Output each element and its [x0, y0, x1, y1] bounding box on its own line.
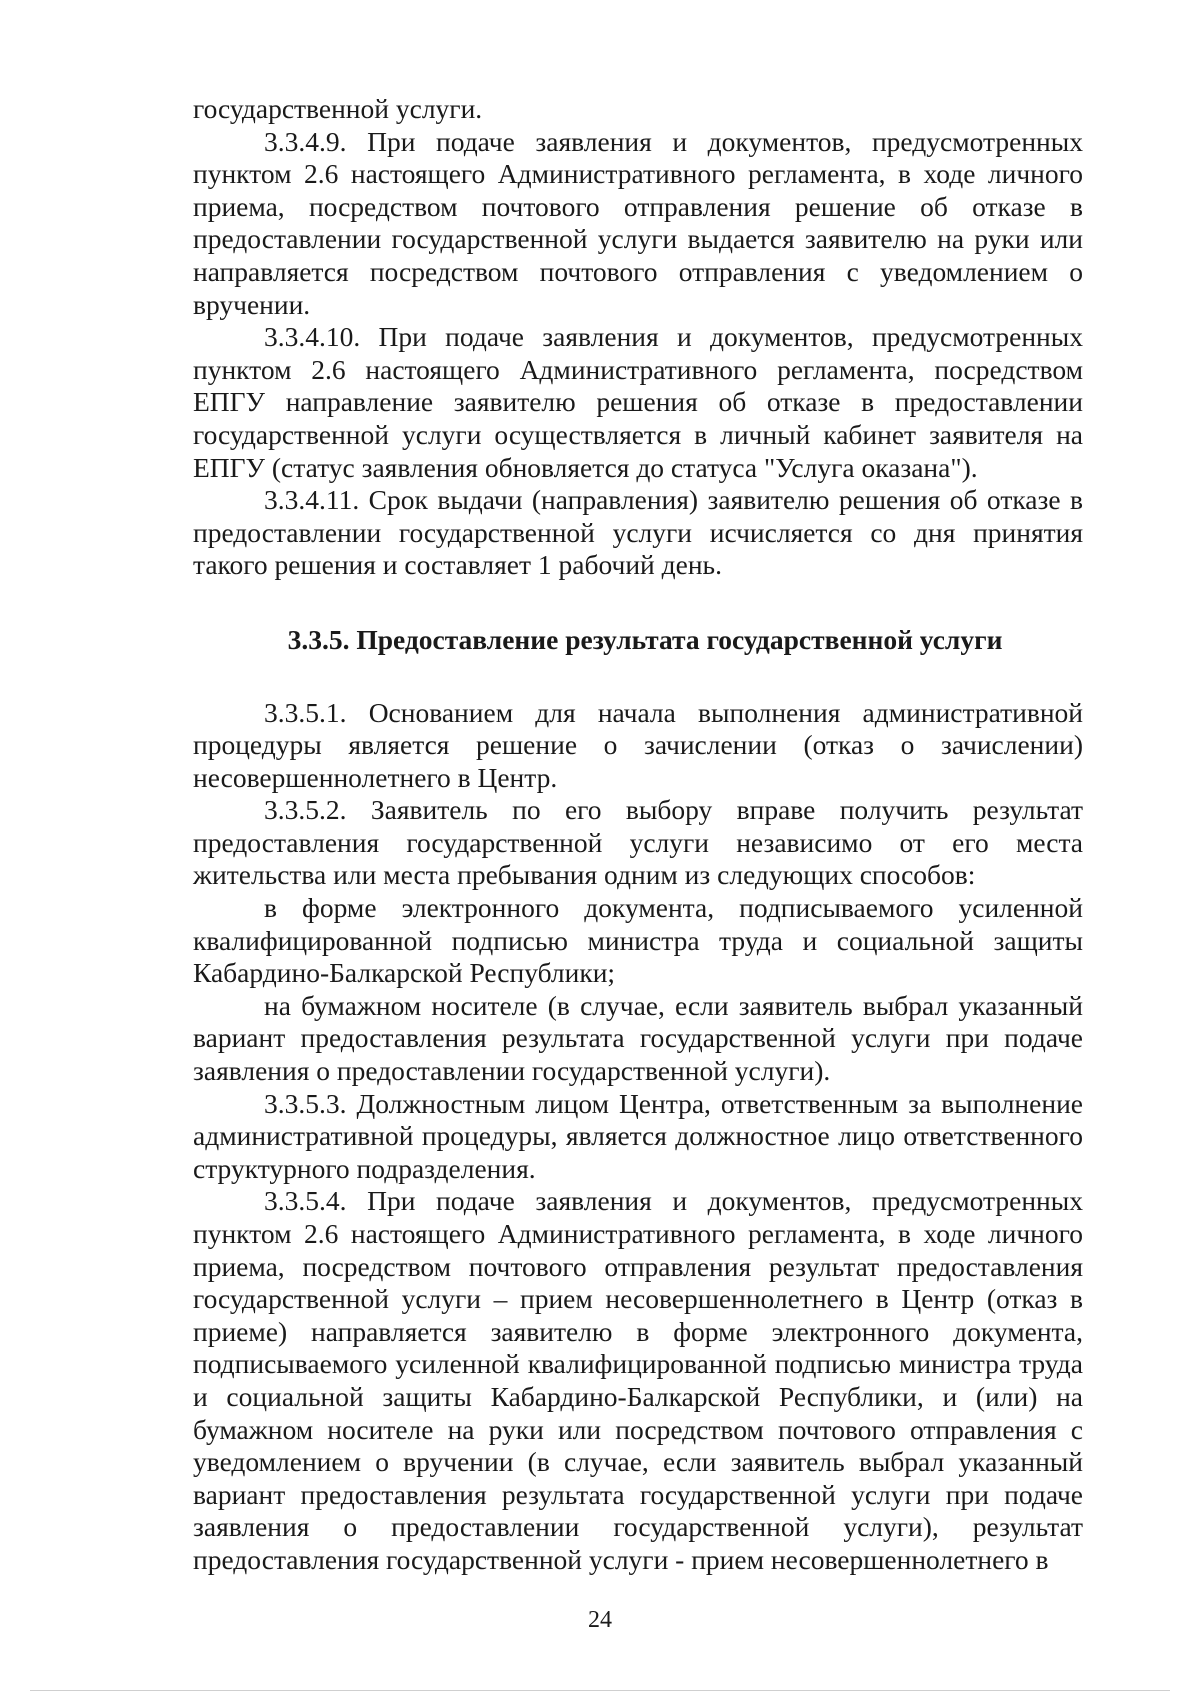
paragraph-3-3-4-9: 3.3.4.9. При подаче заявления и документов, предусмотренных пунктом 2.6 настоящего Административного регламента, в ходе личного приема, посредством почтового отправления решение об отказе в предоставлении государственной услуги выдается заявителю на руки или направляется посредством почтового отправления с уведомлением о вручении.	[193, 125, 1083, 320]
section-heading: 3.3.5. Предоставление результата государственной услуги	[287, 623, 1003, 655]
document-body	[193, 93, 1083, 1577]
page-number: 24	[588, 1607, 612, 1633]
paragraph-3-3-4-10: 3.3.4.10. При подаче заявления и документов, предусмотренных пунктом 2.6 настоящего Административного регламента, посредством ЕПГУ направление заявителю решения об отказе в предоставлении государственной услуги осуществляется в личный кабинет заявителя на ЕПГУ (статус заявления обновляется до статуса "Услуга оказана").	[193, 321, 1083, 483]
paragraph-3-3-5-1: 3.3.5.1. Основанием для начала выполнения административной процедуры является решение о зачислении (отказ о зачислении) несовершеннолетнего в Центр.	[193, 696, 1083, 793]
paragraph-option-paper: на бумажном носителе (в случае, если заявитель выбрал указанный вариант предоставления результата государственной услуги при подаче заявления о предоставлении государственной услуги).	[193, 989, 1083, 1087]
bottom-edge-rule	[30, 1690, 1170, 1691]
paragraph-3-3-5-2: 3.3.5.2. Заявитель по его выбору вправе получить результат предоставления государственной услуги независимо от его места жительства или места пребывания одним из следующих способов:	[193, 794, 1083, 891]
paragraph-3-3-5-3: 3.3.5.3. Должностным лицом Центра, ответственным за выполнение административной процедуры, является должностное лицо ответственного структурного подразделения.	[193, 1087, 1083, 1184]
paragraph-3-3-5-4: 3.3.5.4. При подаче заявления и документов, предусмотренных пунктом 2.6 настоящего Административного регламента, в ходе личного приема, посредством почтового отправления результат предоставления государственной услуги – прием несовершеннолетнего в Центр (отказ в приеме) направляется заявителю в форме электронного документа, подписываемого усиленной квалифицированной подписью министра труда и социальной защиты Кабардино-Балкарской Республики, и (или) на бумажном носителе на руки или посредством почтового отправления с уведомлением о вручении (в случае, если заявитель выбрал указанный вариант предоставления результата государственной услуги при подаче заявления о предоставлении государственной услуги), результат предоставления государственной услуги - прием несовершеннолетнего в	[193, 1185, 1083, 1575]
paragraph-3-3-4-11: 3.3.4.11. Срок выдачи (направления) заявителю решения об отказе в предоставлении государственной услуги исчисляется со дня принятия такого решения и составляет 1 рабочий день.	[193, 484, 1083, 581]
paragraph-option-electronic: в форме электронного документа, подписываемого усиленной квалифицированной подписью министра труда и социальной защиты Кабардино-Балкарской Республики;	[193, 892, 1083, 989]
paragraph-continuation: государственной услуги.	[193, 93, 483, 124]
